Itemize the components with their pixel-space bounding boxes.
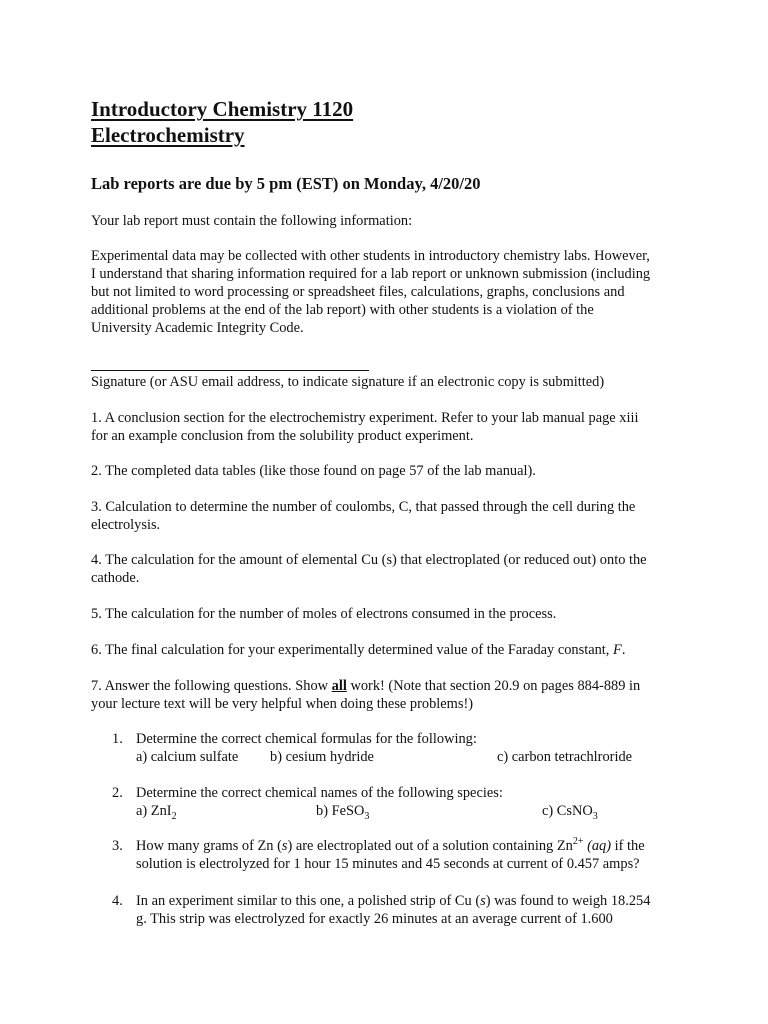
requirement-3 (91, 498, 691, 534)
integrity-line: Experimental data may be collected with other students in introductory chemistry labs. However, (91, 248, 650, 264)
requirement-line: your lecture text will be very helpful when doing these problems!) (91, 696, 474, 712)
state-solid: s (281, 838, 288, 854)
requirement-4 (91, 551, 691, 587)
integrity-line: University Academic Integrity Code. (91, 320, 304, 336)
requirement-line (91, 677, 691, 695)
question-3 (112, 837, 672, 873)
question-4 (112, 892, 672, 928)
signature-line[interactable] (91, 370, 369, 371)
requirement-7-post: work! (Note that section 20.9 on pages 884-889 in (346, 678, 641, 694)
question-number: 1. (112, 731, 123, 747)
requirement-6-end: . (621, 642, 626, 658)
requirement-line: for an example conclusion from the solubility product experiment. (91, 428, 474, 444)
requirement-line: 1. A conclusion section for the electrochemistry experiment. Refer to your lab manual page xiii (91, 410, 639, 426)
requirement-7-pre: 7. Answer the following questions. Show (91, 678, 332, 694)
requirement-6 (91, 641, 691, 659)
requirement-line: 4. The calculation for the amount of elemental Cu (s) that electroplated (or reduced out) onto the (91, 552, 647, 568)
faraday-symbol: F (613, 642, 622, 658)
question-text-line (136, 837, 645, 855)
q4-text-pre: In an experiment similar to this one, a polished strip of Cu ( (136, 893, 481, 909)
question-text-line: g. This strip was electrolyzed for exactly 26 minutes at an average current of 1.600 (136, 911, 613, 927)
requirement-7 (91, 677, 691, 713)
option-b-label: b) FeSO (316, 803, 365, 819)
option-c-label: c) CsNO (542, 803, 593, 819)
integrity-line: additional problems at the end of the lab report) with other students is a violation of the (91, 302, 594, 318)
question-text: Determine the correct chemical formulas for the following: (136, 731, 477, 747)
must-contain-text: Your lab report must contain the following information: (91, 213, 413, 229)
charge-superscript: 2+ (572, 836, 584, 848)
requirement-line: cathode. (91, 570, 140, 586)
option-b (316, 802, 369, 820)
integrity-line: I understand that sharing information required for a lab report or unknown submission (including (91, 266, 651, 282)
question-number: 2. (112, 785, 123, 801)
question-2 (112, 784, 672, 820)
option-c: c) carbon tetrachlroride (497, 749, 633, 765)
option-a-subscript: 2 (171, 810, 177, 822)
requirement-6-text: 6. The final calculation for your experimentally determined value of the Faraday constant, (91, 642, 614, 658)
requirement-line: 3. Calculation to determine the number of coulombs, C, that passed through the cell during the (91, 499, 636, 515)
q3-text-mid: ) are electroplated out of a solution containing Zn (287, 838, 573, 854)
option-b-subscript: 3 (364, 810, 370, 822)
q4-text-post: ) was found to weigh 18.254 (485, 893, 651, 909)
option-a (136, 802, 177, 820)
requirement-line: electrolysis. (91, 517, 161, 533)
option-a-label: a) ZnI (136, 803, 172, 819)
question-number: 4. (112, 893, 123, 909)
requirement-2: 2. The completed data tables (like those found on page 57 of the lab manual). (91, 463, 536, 479)
state-solid: s (480, 893, 486, 909)
question-text-line: solution is electrolyzed for 1 hour 15 minutes and 45 seconds at current of 0.457 amps? (136, 856, 640, 872)
state-aqueous: (aq) (587, 838, 612, 854)
option-c-subscript: 3 (592, 810, 598, 822)
option-c (542, 802, 598, 820)
question-text: Determine the correct chemical names of the following species: (136, 785, 503, 801)
due-date-notice: Lab reports are due by 5 pm (EST) on Monday, 4/20/20 (91, 174, 481, 193)
signature-label: Signature (or ASU email address, to indicate signature if an electronic copy is submitted) (91, 374, 605, 390)
requirement-1 (91, 409, 691, 445)
q3-text-post: if the (611, 838, 645, 854)
q3-text-pre: How many grams of Zn ( (136, 838, 282, 854)
integrity-line: but not limited to word processing or spreadsheet files, calculations, graphs, conclusions and (91, 284, 625, 300)
question-number: 3. (112, 838, 123, 854)
option-b: b) cesium hydride (270, 749, 374, 765)
question-1 (112, 730, 672, 766)
question-text-line (136, 892, 650, 910)
requirement-7-emphasis: all (331, 678, 347, 694)
course-title: Introductory Chemistry 1120 (91, 97, 354, 121)
integrity-statement (91, 247, 691, 337)
requirement-5: 5. The calculation for the number of moles of electrons consumed in the process. (91, 606, 557, 622)
option-a: a) calcium sulfate (136, 749, 239, 765)
lab-title: Electrochemistry (91, 123, 245, 147)
